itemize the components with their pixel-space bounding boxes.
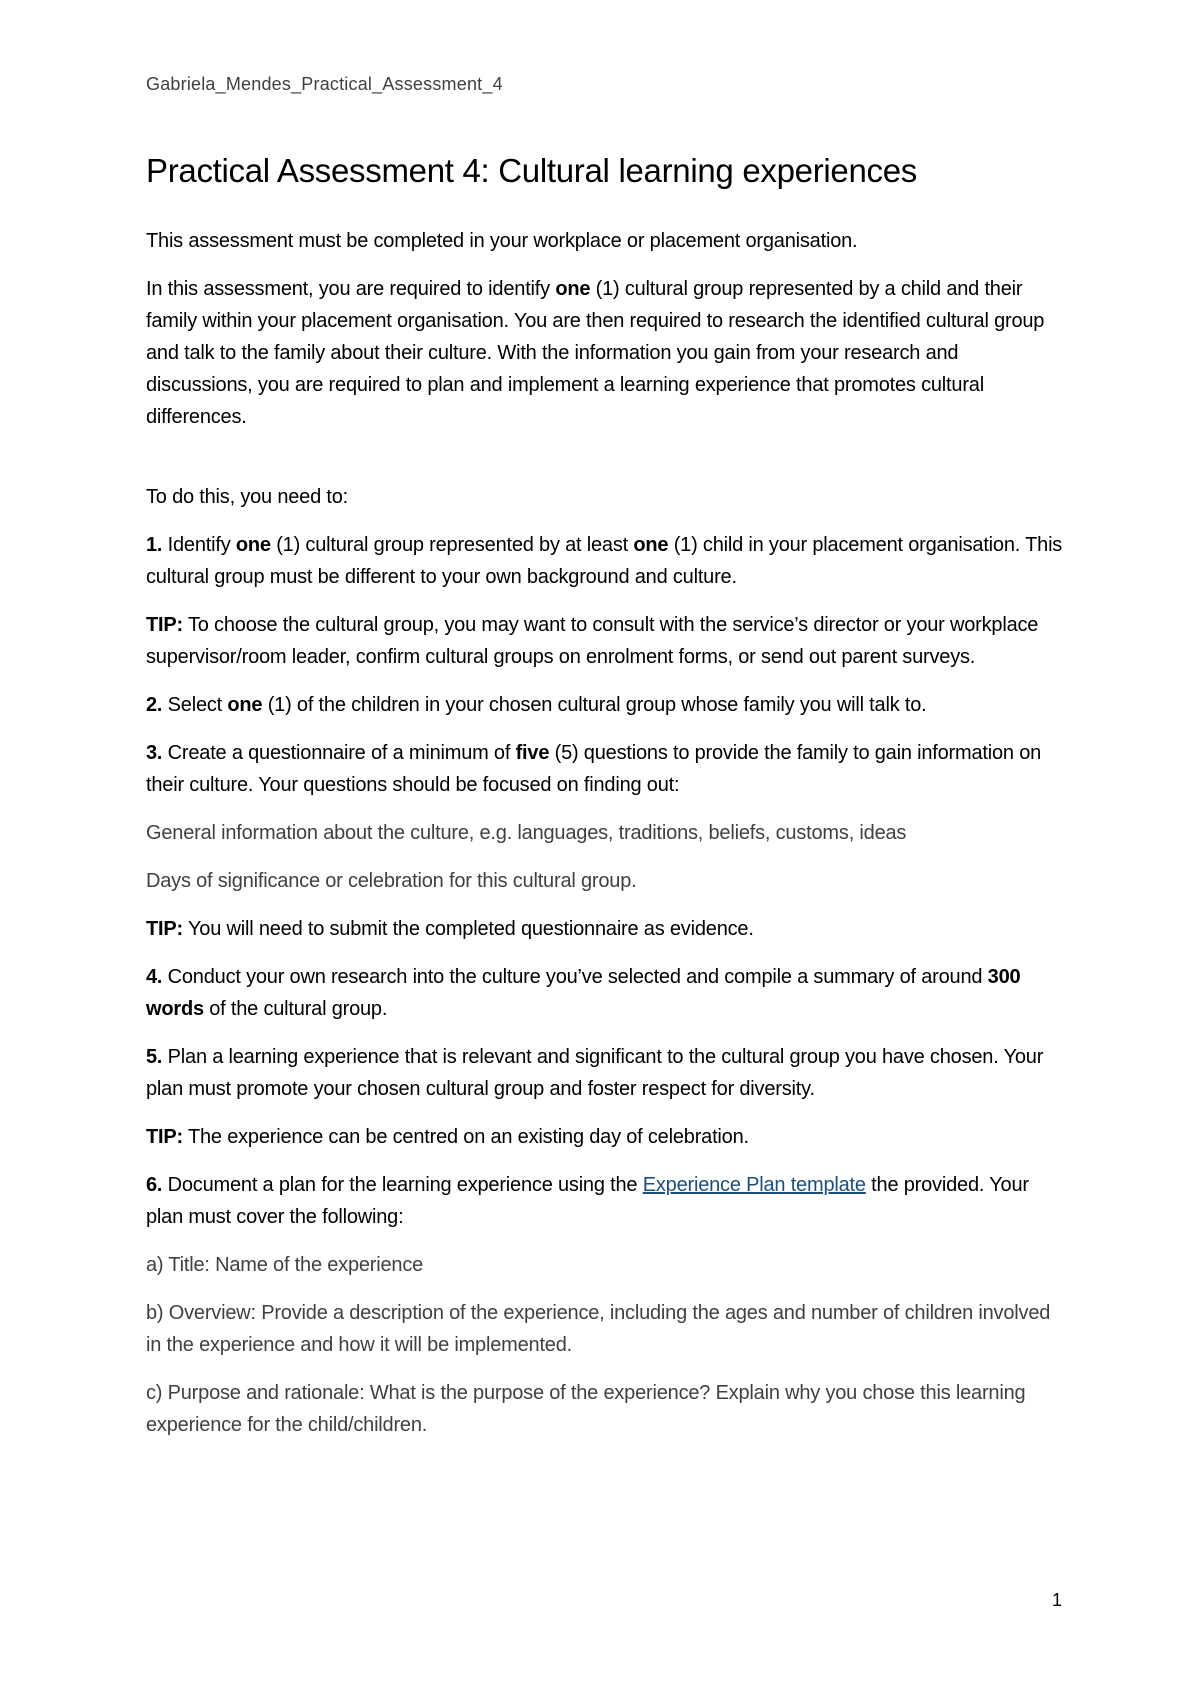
text-run: Select xyxy=(162,694,228,717)
tip-text: You will need to submit the completed questionnaire as evidence. xyxy=(182,918,754,941)
step-3-item: General information about the culture, e.g. languages, traditions, beliefs, customs, ideas xyxy=(146,822,907,845)
step-4 xyxy=(146,961,1066,1025)
text-run: Plan a learning experience that is relevant and significant to the cultural group you have chosen. Your plan must promote your chosen cultural group and foster respect for diversity. xyxy=(146,1046,1044,1101)
bold-text: one xyxy=(633,534,669,557)
text-run: Conduct your own research into the culture you’ve selected and compile a summary of around xyxy=(162,966,988,989)
step-3 xyxy=(146,737,1066,801)
step-number: 2. xyxy=(146,694,163,717)
intro-paragraph-1: This assessment must be completed in your workplace or placement organisation. xyxy=(146,230,858,253)
text-run: (1) cultural group represented by at least xyxy=(270,534,634,557)
plan-item-purpose: c) Purpose and rationale: What is the purpose of the experience? Explain why you chose this learning experience for the child/children. xyxy=(146,1382,1026,1437)
step-2 xyxy=(146,689,1066,721)
tip-text: The experience can be centred on an existing day of celebration. xyxy=(182,1126,749,1149)
document-body xyxy=(146,150,1066,1457)
bold-text: one xyxy=(227,694,263,717)
intro-paragraph-2 xyxy=(146,273,1066,433)
text-run: the provided. Your plan must cover the following: xyxy=(146,1174,1029,1229)
text-run: (5) questions to provide the family to gain information on their culture. Your questions should be focused on finding out: xyxy=(146,742,1042,797)
plan-item-overview: b) Overview: Provide a description of the experience, including the ages and number of children involved in the experience and how it will be implemented. xyxy=(146,1302,1051,1357)
tip-2 xyxy=(146,913,1066,945)
text-run: Identify xyxy=(162,534,236,557)
plan-item-title: a) Title: Name of the experience xyxy=(146,1254,424,1277)
step-1 xyxy=(146,529,1066,593)
step-5 xyxy=(146,1041,1066,1105)
text-run: In this assessment, you are required to identify xyxy=(146,278,556,301)
text-run: Create a questionnaire of a minimum of xyxy=(162,742,516,765)
tip-label: TIP: xyxy=(146,614,183,637)
bold-text: one xyxy=(235,534,271,557)
todo-intro: To do this, you need to: xyxy=(146,486,349,509)
bold-text: one xyxy=(555,278,591,301)
bold-text: five xyxy=(515,742,550,765)
text-run: (1) child in your placement organisation. This cultural group must be different to your own background and culture. xyxy=(146,534,1063,589)
step-3-item: Days of significance or celebration for this cultural group. xyxy=(146,870,637,893)
page-header: Gabriela_Mendes_Practical_Assessment_4 xyxy=(146,74,503,94)
bold-text: 300 words xyxy=(146,966,1021,1021)
page-title: Practical Assessment 4: Cultural learning experiences xyxy=(146,152,917,189)
step-number: 4. xyxy=(146,966,163,989)
step-number: 3. xyxy=(146,742,163,765)
experience-plan-template-link[interactable]: Experience Plan template xyxy=(642,1174,866,1197)
step-6 xyxy=(146,1169,1066,1233)
tip-text: To choose the cultural group, you may want to consult with the service’s director or your workplace supervisor/room leader, confirm cultural groups on enrolment forms, or send out parent surveys. xyxy=(146,614,1039,669)
tip-1 xyxy=(146,609,1066,673)
text-run: (1) cultural group represented by a child and their family within your placement organisation. You are then required to research the identified cultural group and talk to the family about their culture. With the information you gain from your research and discussions, you are required to plan and implement a learning experience that promotes cultural differences. xyxy=(146,278,1045,429)
step-number: 1. xyxy=(146,534,163,557)
tip-3 xyxy=(146,1121,1066,1153)
step-number: 6. xyxy=(146,1174,163,1197)
tip-label: TIP: xyxy=(146,918,183,941)
text-run: Document a plan for the learning experience using the xyxy=(162,1174,643,1197)
tip-label: TIP: xyxy=(146,1126,183,1149)
spacer xyxy=(146,449,1066,481)
text-run: of the cultural group. xyxy=(203,998,388,1021)
step-number: 5. xyxy=(146,1046,163,1069)
text-run: (1) of the children in your chosen cultural group whose family you will talk to. xyxy=(262,694,927,717)
page-number: 1 xyxy=(1051,1590,1062,1610)
